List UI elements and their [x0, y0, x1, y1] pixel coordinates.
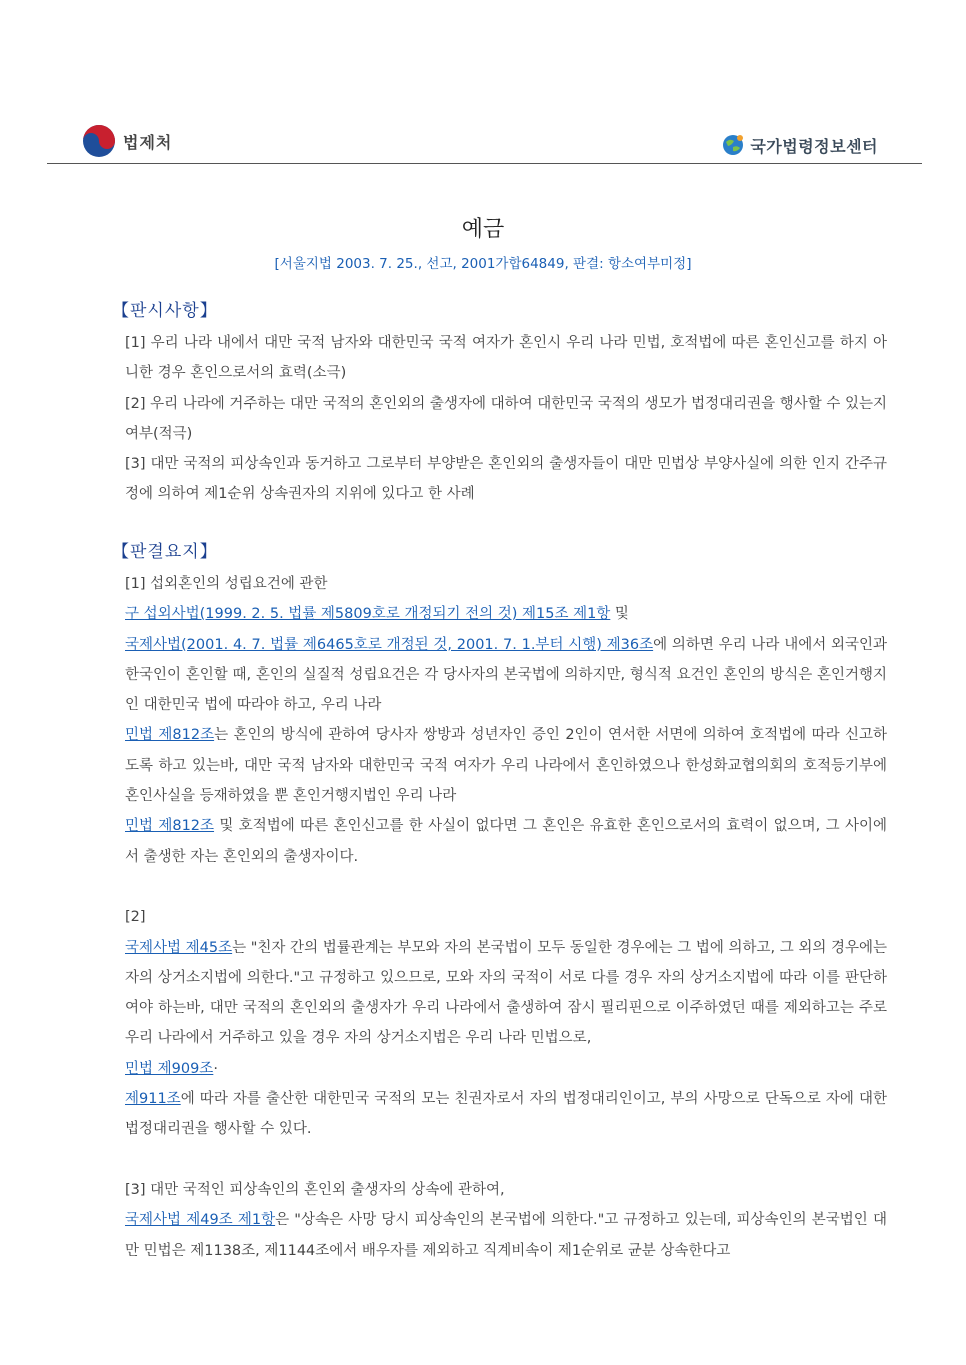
law-info-center-logo[interactable]: [721, 133, 878, 157]
summary-text: 는 혼인의 방식에 관하여 당사자 쌍방과 성년자인 증인 2인이 연서한 서면에 의하여 호적법에 따라 신고하도록 하고 있는바, 대만 국적 남자와 대한민국 국적 여자가 우리 나라에서 혼인하였으나 한성화교협의회의 호적등기부에 혼인사실을 등재하였을 뿐 혼인거행지법인 우리 나라: [125, 727, 887, 805]
moleg-logo[interactable]: [81, 123, 172, 159]
law-link-foreign-affairs-act-15[interactable]: 구 섭외사법(1999. 2. 5. 법률 제5809호로 개정되기 전의 것) 제15조 제1항: [125, 606, 611, 623]
page-header: [47, 115, 922, 164]
taegeuk-emblem-icon: [81, 123, 117, 159]
spacer: [125, 872, 887, 902]
law-link-private-intl-law-36[interactable]: 국제사법(2001. 4. 7. 법률 제6465호로 개정된 것, 2001. 7. 1.부터 시행) 제36조: [125, 636, 654, 653]
globe-icon: [721, 133, 745, 157]
summary-heading: 【판결요지】: [112, 542, 218, 562]
law-link-civil-act-812[interactable]: 민법 제812조: [125, 818, 215, 835]
summary-text: 에 의하면 우리 나라 내에서 외국인과 한국인이 혼인할 때, 혼인의 실질적 성립요건은 각 당사자의 본국법에 의하지만, 형식적 요건인 혼인의 방식은 혼인거행지인 대한민국 법에 따라야 하고, 우리 나라: [125, 636, 888, 714]
moleg-logo-text: 법제처: [123, 132, 173, 152]
separator-dot: ·: [213, 1060, 218, 1077]
holding-item: [3] 대만 국적의 피상속인과 동거하고 그로부터 부양받은 혼인외의 출생자들이 대만 민법상 부양사실에 의한 인지 간주규정에 의하여 제1순위 상속권자의 지위에 있다고 한 사례: [125, 456, 887, 503]
holdings-body: [125, 328, 887, 510]
law-link-civil-act-909[interactable]: 민법 제909조: [125, 1060, 214, 1077]
conjunction-text: 및: [610, 606, 629, 623]
summary-text: 및 호적법에 따른 혼인신고를 한 사실이 없다면 그 혼인은 유효한 혼인으로서의 효력이 없으며, 그 사이에서 출생한 자는 혼인외의 출생자이다.: [125, 818, 887, 865]
summary-body: [125, 569, 887, 1266]
summary-text: 에 따라 자를 출산한 대한민국 국적의 모는 친권자로서 자의 법정대리인이고, 부의 사망으로 단독으로 자에 대한 법정대리권을 행사할 수 있다.: [125, 1091, 887, 1138]
law-link-civil-act-911[interactable]: 제911조: [125, 1091, 181, 1108]
document-title: 예금: [461, 217, 505, 242]
law-link-private-intl-law-45[interactable]: 국제사법 제45조: [125, 939, 233, 956]
summary-paragraph-3-intro: [3] 대만 국적인 피상속인의 혼인외 출생자의 상속에 관하여,: [125, 1181, 505, 1198]
case-citation: [서울지법 2003. 7. 25., 선고, 2001가합64849, 판결: 항소여부미정]: [274, 256, 692, 272]
holdings-heading: 【판시사항】: [112, 301, 218, 321]
law-info-center-text: 국가법령정보센터: [750, 136, 878, 156]
summary-paragraph-2-number: [2]: [125, 909, 146, 926]
summary-paragraph-1-intro: [1] 섭외혼인의 성립요건에 관한: [125, 576, 328, 592]
holding-item: [2] 우리 나라에 거주하는 대만 국적의 혼인외의 출생자에 대하여 대한민국 국적의 생모가 법정대리권을 행사할 수 있는지 여부(적극): [125, 395, 888, 442]
holding-item: [1] 우리 나라 내에서 대만 국적 남자와 대한민국 국적 여자가 혼인시 우리 나라 민법, 호적법에 따른 혼인신고를 하지 아니한 경우 혼인으로서의 효력(소극): [125, 335, 887, 382]
summary-text: 은 "상속은 사망 당시 피상속인의 본국법에 의한다."고 규정하고 있는데, 피상속인의 본국법인 대만 민법은 제1138조, 제1144조에서 배우자를 제외하고 직계비속이 제1순위로 균분 상속한다고: [125, 1212, 887, 1259]
spacer: [125, 1145, 887, 1175]
summary-text: 는 "친자 간의 법률관계는 부모와 자의 본국법이 모두 동일한 경우에는 그 법에 의하고, 그 외의 경우에는 자의 상거소지법에 의한다."고 규정하고 있으므로, 모와 자의 국적이 서로 다를 경우 자의 상거소지법에 따라 이를 판단하여야 하는바, 대만 국적의 혼인외의 출생자가 우리 나라에서 출생하여 잠시 필리핀으로 이주하였던 때를 제외하고는 주로 우리 나라에서 거주하고 있을 경우 자의 상거소지법은 우리 나라 민법으로,: [125, 939, 887, 1047]
law-link-civil-act-812[interactable]: 민법 제812조: [125, 727, 215, 744]
law-link-private-intl-law-49[interactable]: 국제사법 제49조 제1항: [125, 1212, 276, 1229]
